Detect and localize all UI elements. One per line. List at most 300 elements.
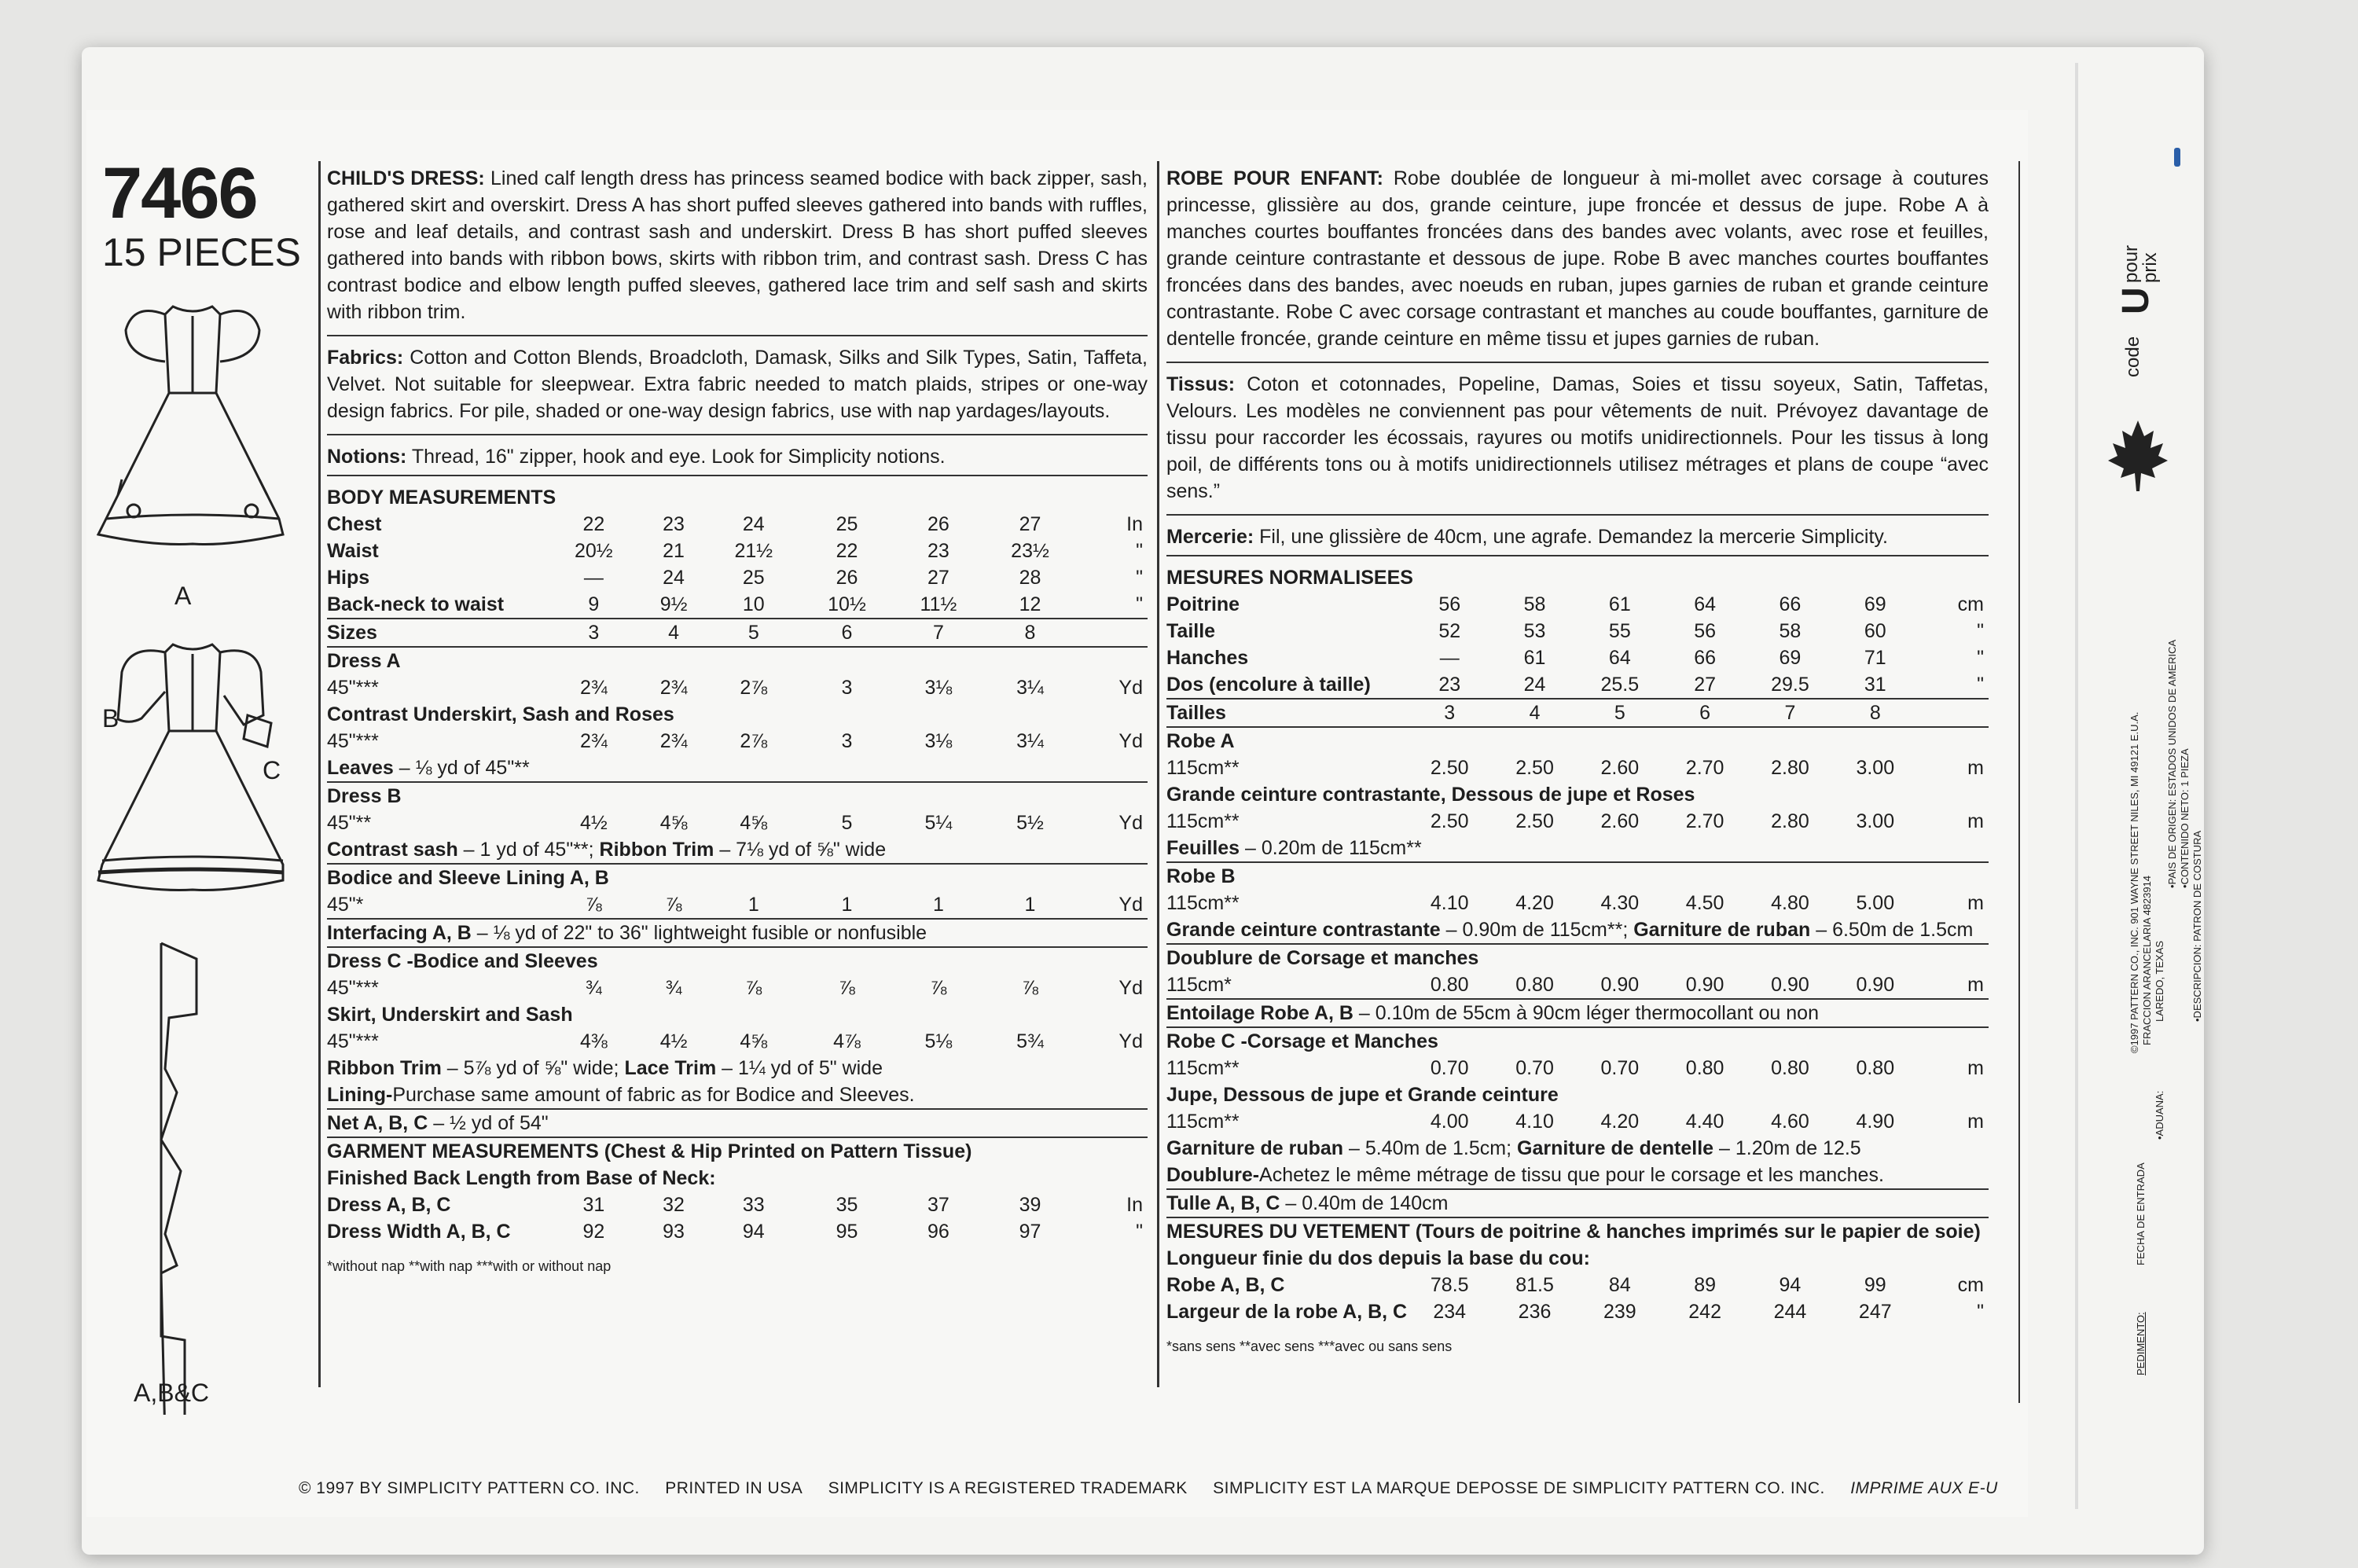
- cell: 3⅛: [924, 730, 953, 752]
- english-description: [327, 165, 1148, 325]
- unit: m: [1967, 810, 1984, 832]
- cell: 99: [1864, 1274, 1886, 1296]
- row-label: Waist: [327, 540, 379, 562]
- table-row: [1166, 1108, 1989, 1135]
- unit: In: [1126, 513, 1143, 535]
- unit: ": [1136, 540, 1143, 562]
- cell: ⅞: [839, 977, 855, 999]
- row-label: Robe C -Corsage et Manches: [1166, 1030, 1438, 1052]
- row-label: Poitrine: [1166, 593, 1240, 615]
- cell: ¾: [585, 977, 602, 999]
- cell: 31: [582, 1194, 605, 1216]
- row-text: – 5.40m de 1.5cm;: [1343, 1137, 1517, 1159]
- cell: 4: [641, 619, 707, 647]
- row-label: Contrast sash: [327, 839, 458, 861]
- table-row: [1166, 808, 1989, 835]
- table-row: [1166, 1272, 1989, 1298]
- unit: ": [1977, 1301, 1984, 1323]
- cell: 4.90: [1856, 1111, 1895, 1133]
- row-label: Hips: [327, 567, 370, 589]
- pieces-count: 15 PIECES: [102, 230, 301, 274]
- mercerie-title: Mercerie:: [1166, 526, 1254, 548]
- fecha-entrada: FECHA DE ENTRADA: [2135, 1162, 2147, 1265]
- cell: 9½: [659, 593, 688, 615]
- dress-a-drawing: [98, 307, 283, 545]
- cell: 94: [742, 1221, 765, 1243]
- table-row: [1166, 890, 1989, 916]
- desc-title: ROBE POUR ENFANT:: [1166, 167, 1383, 189]
- row-label: 115cm**: [1166, 757, 1240, 779]
- cell: 33: [742, 1194, 765, 1216]
- row-label: Garniture de dentelle: [1517, 1137, 1714, 1159]
- cell: 27: [927, 567, 949, 589]
- english-table: [327, 511, 1148, 1245]
- view-c-label: C: [263, 756, 281, 784]
- cell: 1: [1024, 894, 1036, 916]
- copyright: © 1997 BY SIMPLICITY PATTERN CO. INC.: [299, 1479, 640, 1497]
- row-text: – 0.90m de 115cm**;: [1440, 919, 1634, 941]
- cell: 4.60: [1771, 1111, 1809, 1133]
- row-label: Garniture de ruban: [1166, 1137, 1344, 1159]
- cell: 78.5: [1430, 1274, 1469, 1296]
- unit: m: [1967, 1111, 1984, 1133]
- cell: 2¾: [659, 677, 688, 699]
- cell: 4.00: [1430, 1111, 1469, 1133]
- cell: 66: [1694, 647, 1717, 669]
- row-label: Back-neck to waist: [327, 593, 505, 615]
- row-label: Feuilles: [1166, 837, 1240, 859]
- cell: 3.00: [1856, 810, 1895, 832]
- divider: [1166, 362, 1989, 363]
- row-label: Robe A, B, C: [1166, 1274, 1285, 1296]
- cell: 23: [663, 513, 685, 535]
- row-text: Purchase same amount of fabric as for Bodice and Sleeves.: [392, 1084, 915, 1106]
- company-address: ©1997 PATTERN CO., INC. 901 WAYNE STREET NILES, MI 49121 E.U.A.: [2128, 711, 2140, 1053]
- unit: ": [1136, 593, 1143, 615]
- cell: 84: [1608, 1274, 1631, 1296]
- row-text: – 5⅞ yd of ⅝" wide;: [441, 1057, 625, 1079]
- cell: 10: [742, 593, 765, 615]
- cell: 0.90: [1600, 974, 1640, 996]
- row-label: Finished Back Length from Base of Neck:: [327, 1167, 716, 1189]
- table-row: [1166, 1245, 1989, 1272]
- cell: 39: [1019, 1194, 1041, 1216]
- left-rule: [318, 161, 321, 1387]
- cell: ⅞: [1022, 977, 1038, 999]
- cell: 2⅞: [740, 730, 768, 752]
- view-abc-label: A,B&C: [134, 1379, 210, 1407]
- table-row: [327, 810, 1148, 836]
- row-label: Doublure-: [1166, 1164, 1260, 1186]
- cell: 239: [1603, 1301, 1636, 1323]
- cell: 3: [547, 619, 641, 647]
- table-row: [327, 511, 1148, 538]
- table-row: [327, 1218, 1148, 1245]
- pais-origen: •PAIS DE ORIGEN: ESTADOS UNIDOS DE AMERICA: [2166, 639, 2178, 888]
- table-row: [1166, 591, 1989, 618]
- cell: 0.70: [1515, 1057, 1554, 1079]
- row-label: Leaves: [327, 757, 394, 779]
- cell: 25.5: [1600, 674, 1640, 696]
- table-row: [327, 1001, 1148, 1028]
- table-row: [1166, 1027, 1989, 1055]
- row-text: – 0.20m de 115cm**: [1240, 837, 1422, 859]
- cell: 0.70: [1600, 1057, 1640, 1079]
- row-text: – ½ yd of 54": [428, 1112, 549, 1134]
- cell: 4⅜: [579, 1030, 608, 1052]
- row-label: Dress A, B, C: [327, 1194, 451, 1216]
- cell: 97: [1019, 1221, 1041, 1243]
- cell: 0.90: [1856, 974, 1895, 996]
- cell: —: [1439, 647, 1460, 669]
- unit: ": [1977, 647, 1984, 669]
- cell: 0.80: [1856, 1057, 1895, 1079]
- cell: 5⅛: [924, 1030, 953, 1052]
- view-a-label: A: [174, 582, 192, 610]
- row-label: 115cm**: [1166, 810, 1240, 832]
- row-label: Jupe, Dessous de jupe et Grande ceinture: [1166, 1084, 1559, 1106]
- cell: 71: [1864, 647, 1886, 669]
- unit: ": [1136, 1221, 1143, 1243]
- cell: 2¾: [659, 730, 688, 752]
- row-text: Achetez le même métrage de tissu que pour le corsage et les manches.: [1259, 1164, 1884, 1186]
- divider: [327, 335, 1148, 336]
- cell: 4.20: [1515, 892, 1554, 914]
- cell: 96: [927, 1221, 949, 1243]
- row-text: – 1 yd of 45"**;: [457, 839, 600, 861]
- divider: [1166, 514, 1989, 516]
- row-label: Grande ceinture contrastante: [1166, 919, 1441, 941]
- row-label: Ribbon Trim: [327, 1057, 442, 1079]
- row-label: 115cm**: [1166, 1111, 1240, 1133]
- cell: 25: [742, 567, 765, 589]
- cell: 4.10: [1430, 892, 1469, 914]
- table-row: [327, 1055, 1148, 1081]
- cell: 28: [1019, 567, 1041, 589]
- cell: 2.80: [1771, 757, 1809, 779]
- cell: 234: [1433, 1301, 1467, 1323]
- cell: 3: [841, 677, 853, 699]
- unit: Yd: [1118, 812, 1143, 834]
- fraccion: FRACCION ARANCELARIA 4823914: [2141, 875, 2153, 1045]
- cell: 2¾: [579, 677, 608, 699]
- cell: 6: [800, 619, 894, 647]
- cell: 0.80: [1430, 974, 1469, 996]
- row-label: Dress B: [327, 785, 402, 807]
- cell: 0.80: [1771, 1057, 1809, 1079]
- table-row: [327, 728, 1148, 755]
- row-label: Hanches: [1166, 647, 1249, 669]
- cell: 2¾: [579, 730, 608, 752]
- row-label: 115cm**: [1166, 892, 1240, 914]
- table-row: [327, 836, 1148, 864]
- cell: 5: [841, 812, 853, 834]
- table-row: [1166, 671, 1989, 699]
- descripcion: •DESCRIPCION: PATRON DE COSTURA: [2191, 830, 2203, 1022]
- sizes-label: Sizes: [327, 622, 377, 644]
- cell: 61: [1608, 593, 1631, 615]
- cell: 2.70: [1685, 810, 1724, 832]
- row-label: Lining-: [327, 1084, 393, 1106]
- cell: 23: [1438, 674, 1461, 696]
- row-text: – 1¼ yd of 5" wide: [716, 1057, 883, 1079]
- cell: 23: [927, 540, 949, 562]
- cell: 4.80: [1771, 892, 1809, 914]
- cell: 4⅝: [659, 812, 688, 834]
- cell: 6: [1662, 699, 1747, 727]
- english-fabrics: [327, 344, 1148, 424]
- table-row: [327, 1081, 1148, 1109]
- cell: 9: [588, 593, 600, 615]
- maple-leaf-icon: [2106, 417, 2169, 495]
- french-footnote: *sans sens **avec sens ***avec ou sans sens: [1166, 1338, 1453, 1354]
- cell: 4⅝: [740, 1030, 768, 1052]
- cell: 2⅞: [740, 677, 768, 699]
- table-row: [327, 647, 1148, 674]
- cell: ¾: [665, 977, 682, 999]
- cell: 26: [927, 513, 949, 535]
- cell: 92: [582, 1221, 605, 1243]
- divider: [1166, 555, 1989, 556]
- tissus-text: Coton et cotonnades, Popeline, Damas, Soies et tissu soyeux, Satin, Taffetas, Velours. Les modèles ne conviennent pas pour vêtements de nuit. Prévoyez davantage de tissu pour raccorder les écossais, rayures ou motifs unidirectionnels. Pour les tissus à long poil, de différents tons ou à motifs unidirectionnels utilisez métrages et plans de coupe “avec sens.”: [1166, 373, 1989, 502]
- cell: 247: [1858, 1301, 1892, 1323]
- cell: 2.70: [1685, 757, 1724, 779]
- notions-title: Notions:: [327, 446, 407, 468]
- table-row: [1166, 781, 1989, 808]
- cell: 20½: [575, 540, 613, 562]
- cell: 95: [836, 1221, 858, 1243]
- cell: 12: [1019, 593, 1041, 615]
- cell: 3: [1407, 699, 1492, 727]
- cell: 236: [1518, 1301, 1552, 1323]
- unit: m: [1967, 974, 1984, 996]
- right-rule: [2018, 161, 2020, 1403]
- cell: 5: [707, 619, 800, 647]
- cell: 56: [1694, 620, 1717, 642]
- divider: [327, 434, 1148, 435]
- table-row: [327, 947, 1148, 975]
- cell: —: [583, 567, 604, 589]
- cell: 24: [663, 567, 685, 589]
- cell: 3¼: [1016, 677, 1044, 699]
- dress-illustrations: [86, 299, 299, 1415]
- table-row: [1166, 999, 1989, 1027]
- unit: cm: [1957, 1274, 1984, 1296]
- cell: 26: [836, 567, 858, 589]
- unit: ": [1977, 674, 1984, 696]
- garment-title: GARMENT MEASUREMENTS (Chest & Hip Printed on Pattern Tissue): [327, 1140, 972, 1162]
- cell: 32: [663, 1194, 685, 1216]
- unit: m: [1967, 1057, 1984, 1079]
- contenido: •CONTENIDO NETO: 1 PIEZA: [2179, 748, 2191, 888]
- table-row: [327, 1192, 1148, 1218]
- cell: 58: [1523, 593, 1546, 615]
- row-label: Lace Trim: [624, 1057, 717, 1079]
- table-row: [327, 674, 1148, 701]
- row-label: Doublure de Corsage et manches: [1166, 947, 1479, 969]
- table-row: [327, 1028, 1148, 1055]
- cell: ⅞: [745, 977, 762, 999]
- sizes-row: [327, 619, 1148, 647]
- row-label: Chest: [327, 513, 382, 535]
- row-label: Interfacing A, B: [327, 922, 472, 944]
- cell: 0.90: [1771, 974, 1809, 996]
- row-label: Longueur finie du dos depuis la base du cou:: [1166, 1247, 1590, 1269]
- cell: 4.40: [1685, 1111, 1724, 1133]
- body-measurements-title: BODY MEASUREMENTS: [327, 487, 556, 509]
- cell: 2.50: [1515, 757, 1554, 779]
- unit: Yd: [1118, 894, 1143, 916]
- cell: ⅞: [930, 977, 947, 999]
- english-column: [327, 165, 1148, 1280]
- row-label: 45"***: [327, 977, 379, 999]
- cell: 2.80: [1771, 810, 1809, 832]
- notions-text: Thread, 16" zipper, hook and eye. Look for Simplicity notions.: [411, 446, 946, 468]
- dress-b-c-drawing: [98, 644, 283, 890]
- table-row: [327, 891, 1148, 919]
- cell: 3¼: [1016, 730, 1044, 752]
- row-label: Contrast Underskirt, Sash and Roses: [327, 703, 674, 725]
- cell: 27: [1694, 674, 1717, 696]
- french-mercerie: [1166, 523, 1989, 550]
- cell: 244: [1773, 1301, 1807, 1323]
- table-row: [1166, 1189, 1989, 1217]
- unit: m: [1967, 892, 1984, 914]
- table-row: [327, 755, 1148, 782]
- cell: 94: [1779, 1274, 1802, 1296]
- cell: 11½: [920, 593, 957, 615]
- cell: 22: [836, 540, 858, 562]
- cell: 2.50: [1430, 757, 1469, 779]
- table-row: [1166, 618, 1989, 644]
- unit: Yd: [1118, 1030, 1143, 1052]
- cell: 53: [1523, 620, 1546, 642]
- table-row: [1166, 1162, 1989, 1189]
- table-row: [1166, 862, 1989, 890]
- table-row: [327, 975, 1148, 1001]
- cell: 4.10: [1515, 1111, 1554, 1133]
- aduana: •ADUANA:: [2154, 1090, 2165, 1140]
- cell: ⅞: [585, 894, 602, 916]
- cell: 2.50: [1430, 810, 1469, 832]
- french-description: [1166, 165, 1989, 352]
- unit: ": [1136, 567, 1143, 589]
- table-row: [327, 1137, 1148, 1165]
- view-b-label: B: [102, 704, 119, 733]
- sizes-label: Tailles: [1166, 702, 1226, 724]
- cell: 24: [1523, 674, 1546, 696]
- english-footnote: *without nap **with nap ***with or without nap: [327, 1258, 612, 1274]
- cell: 4: [1492, 699, 1577, 727]
- cell: 4.50: [1685, 892, 1724, 914]
- row-label: 115cm*: [1166, 974, 1232, 996]
- table-row: [1166, 971, 1989, 999]
- cell: 21½: [734, 540, 773, 562]
- cell: 5: [1578, 699, 1662, 727]
- cell: 4.30: [1600, 892, 1640, 914]
- row-text: – 6.50m de 1.5cm: [1810, 919, 1974, 941]
- cell: 58: [1779, 620, 1802, 642]
- cell: 21: [663, 540, 685, 562]
- cell: 1: [747, 894, 759, 916]
- cell: 4½: [659, 1030, 688, 1052]
- cell: 7: [1747, 699, 1832, 727]
- cell: 52: [1438, 620, 1461, 642]
- english-notions: [327, 443, 1148, 470]
- table-row: [327, 591, 1148, 619]
- fabrics-text: Cotton and Cotton Blends, Broadcloth, Damask, Silks and Silk Types, Satin, Taffeta, Velvet. Not suitable for sleepwear. Extra fabric needed to match plaids, stripes or one-way design fabrics. For pile, shaded or one-way design fabrics, use with nap yardages/layouts.: [327, 347, 1148, 422]
- cell: 4½: [579, 812, 608, 834]
- row-label: 45"**: [327, 812, 372, 834]
- row-label: Bodice and Sleeve Lining A, B: [327, 867, 609, 889]
- cell: 81.5: [1515, 1274, 1554, 1296]
- row-label: 45"*: [327, 894, 364, 916]
- row-label: 45"***: [327, 1030, 379, 1052]
- cell: 69: [1864, 593, 1886, 615]
- cell: 2.50: [1515, 810, 1554, 832]
- cell: 37: [927, 1194, 949, 1216]
- cell: 4.20: [1600, 1111, 1640, 1133]
- cell: 24: [742, 513, 765, 535]
- cell: ⅞: [665, 894, 682, 916]
- mercerie-text: Fil, une glissière de 40cm, une agrafe. Demandez la mercerie Simplicity.: [1259, 526, 1889, 548]
- copyright-footer: [299, 1479, 2018, 1498]
- cell: 66: [1779, 593, 1802, 615]
- body-measurements-title: MESURES NORMALISEES: [1166, 567, 1413, 589]
- row-text: – 0.10m de 55cm à 90cm léger thermocollant ou non: [1353, 1002, 1819, 1024]
- table-row: [1166, 1081, 1989, 1108]
- cell: 27: [1019, 513, 1041, 535]
- cell: 22: [582, 513, 605, 535]
- row-label: 45"***: [327, 677, 379, 699]
- trademark-fr: SIMPLICITY EST LA MARQUE DEPOSSE DE SIMPLICITY PATTERN CO. INC.: [1213, 1479, 1825, 1497]
- price-code: U: [2115, 287, 2157, 314]
- unit: m: [1967, 757, 1984, 779]
- pour-prix-label: pour prix: [2121, 244, 2161, 283]
- row-text: – 1.20m de 12.5: [1713, 1137, 1861, 1159]
- cell: 5¾: [1016, 1030, 1044, 1052]
- cell: 8: [1833, 699, 1918, 727]
- table-row: [1166, 835, 1989, 862]
- garment-title: MESURES DU VETEMENT (Tours de poitrine & hanches imprimés sur le papier de soie): [1166, 1221, 1981, 1243]
- cell: 1: [841, 894, 853, 916]
- printed-in: PRINTED IN USA: [665, 1479, 803, 1497]
- unit: In: [1126, 1194, 1143, 1216]
- table-row: [327, 864, 1148, 891]
- table-row: [1166, 1298, 1989, 1325]
- pattern-pieces-drawing: [161, 943, 196, 1415]
- row-label: Robe B: [1166, 865, 1236, 887]
- row-label: Largeur de la robe A, B, C: [1166, 1301, 1408, 1323]
- cell: 56: [1438, 593, 1461, 615]
- pedimento: PEDIMENTO:: [2135, 1312, 2147, 1375]
- cell: 2.60: [1600, 810, 1640, 832]
- row-text: – 0.40m de 140cm: [1280, 1192, 1449, 1214]
- cell: 89: [1694, 1274, 1717, 1296]
- table-row: [1166, 1217, 1989, 1245]
- unit: Yd: [1118, 977, 1143, 999]
- row-label: Entoilage Robe A, B: [1166, 1002, 1353, 1024]
- cell: 4⅞: [833, 1030, 861, 1052]
- row-label: Taille: [1166, 620, 1216, 642]
- divider: [327, 475, 1148, 476]
- sizes-row: [1166, 699, 1989, 727]
- row-text: – 7⅛ yd of ⅝" wide: [714, 839, 887, 861]
- french-column: [1166, 165, 1989, 1360]
- cell: 64: [1694, 593, 1717, 615]
- cell: 0.90: [1685, 974, 1724, 996]
- cell: 3: [841, 730, 853, 752]
